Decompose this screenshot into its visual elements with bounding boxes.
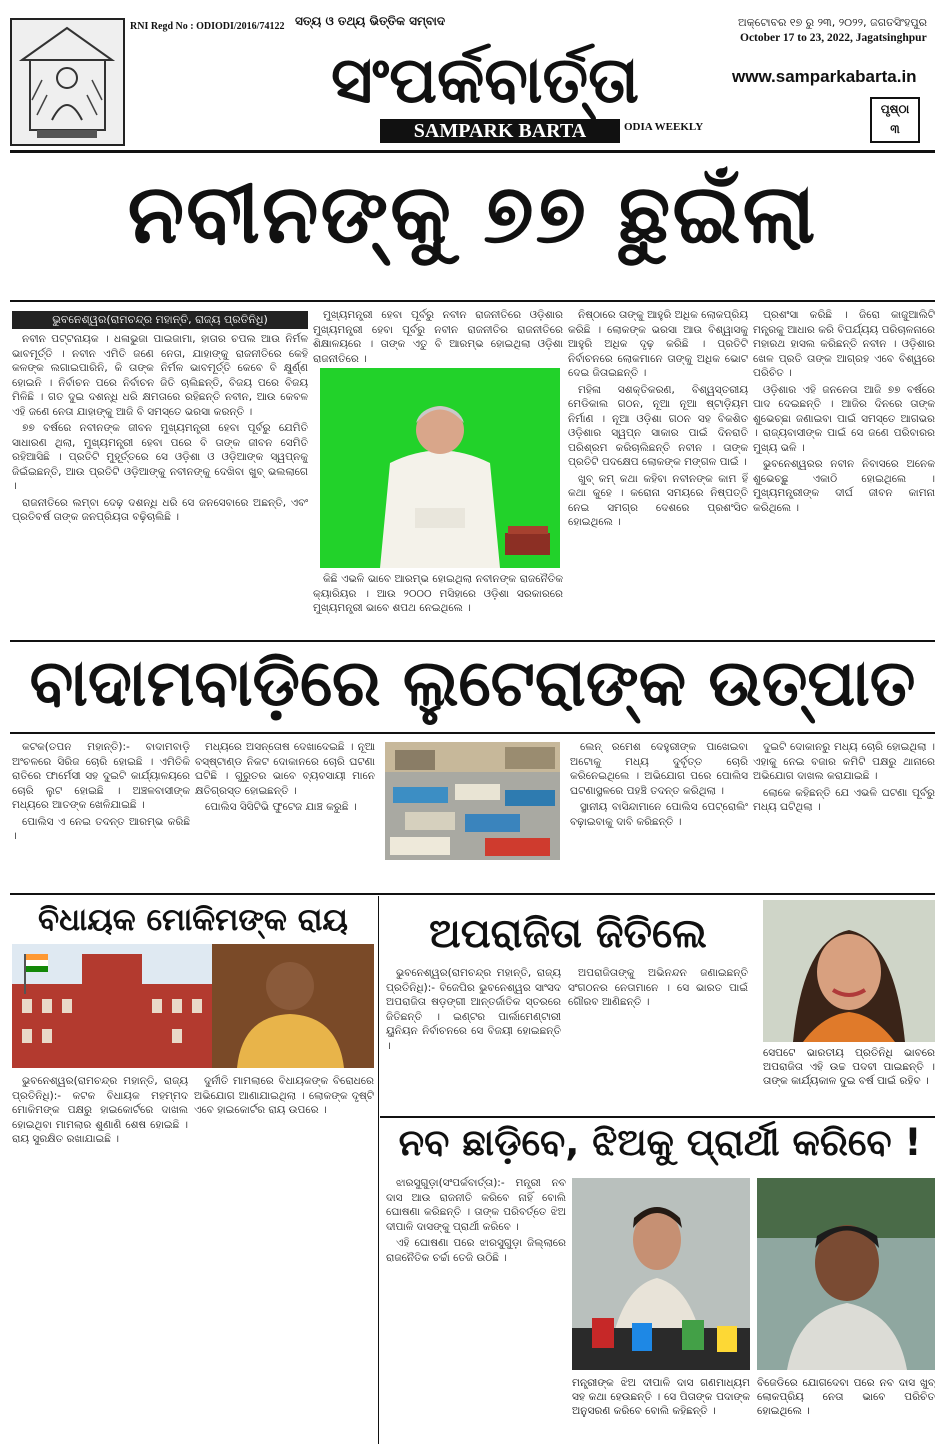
paragraph: କଟକ(ତପନ ମହାନ୍ତି):- ବାଦାମବାଡ଼ି ଅଂଚଳରେ ସିରିଜ ଚୋରି ହୋଇଛି । ଏମିତିକି ରାତିରେ ଫାର୍ମେସୀ ସହ ଦୁଇଟି କାର୍ଯ୍ୟାଳୟରେ ଚୋରି ଲୁଟ ହୋଇଛି । ଅଞ୍ଚଳବାସୀଙ୍କ ମଧ୍ୟରେ ଆତଙ୍କ ଖେଳିଯାଇଛି । xyxy=(12,741,190,811)
newspaper-logo xyxy=(285,30,685,120)
badambadi-column-2 xyxy=(195,740,375,890)
naba-das-caption: ବିଜେଡିରେ ଯୋଗଦେବା ପରେ ନବ ଦାସ ଖୁବ୍ ଲୋକପ୍ରିୟ ନେତା ଭାବେ ପରିଚିତ ହୋଇଥିଲେ । xyxy=(757,1377,935,1417)
paragraph: ନବୀନ ପଟ୍ଟନାୟକ । ଧଳାଭୁଜା ପାଇଜାମା, ହାତାର ଚପଲ ଆଉ ନିର୍ମଳ ଭାବମୂର୍ତ୍ତି । ନବୀନ ଏମିତି ଜଣେ ନେତା, ଯାହାଙ୍କୁ ରାଜନୀତିରେ କେହି କଳଙ୍କ ଲଗାଇପାରିନି, କି ତାଙ୍କ ନିର୍ମଳ ଭାବମୂର୍ତ୍ତି କେବେ ବି କ୍ଷୁର୍ଣ୍ଣ ହୋଇନି । ନିର୍ବାଚନ ପରେ ନିର୍ବାଚନ ଜିତି ଚାଲିଛନ୍ତି, ବିଜୟ ପରେ ବିଜୟ ମିଳିଛି । ଗତ ଦୁଇ ଦଶନ୍ଧି ଧରି କ୍ଷମତାରେ ରହିଛନ୍ତି ନବୀନ, ଆଉ କେବଳ ଏହି ଜଣେ ନେତା ଯାହାଙ୍କୁ ଆଜି ବି ସମସ୍ତେ ଭରସା କରନ୍ତି । xyxy=(12,333,308,418)
lead-column-1 xyxy=(12,332,308,638)
paragraph: ଭୁବନେଶ୍ୱର(ରାମଚନ୍ଦ୍ର ମହାନ୍ତି, ରାଜ୍ୟ ପ୍ରତିନିଧି):- ବିଜେପିର ଭୁବନେଶ୍ୱର ସାଂସଦ ଅପରାଜିତା ଷଡ଼ଙ୍ଗୀ ଆନ୍ତର୍ଜାତିକ ସ୍ତରରେ ଜିତିଛନ୍ତି । ଇଣ୍ଟର ପାର୍ଲାମେଣ୍ଟାରୀ ୟୁନିୟନ ନିର୍ବାଚନରେ ସେ ବିଜୟୀ ହୋଇଛନ୍ତି । xyxy=(386,967,561,1052)
date-odia: ଅକ୍ଟୋବର ୧୭ ରୁ ୨୩, ୨୦୨୨, ଜଗତସିଂହପୁର xyxy=(738,16,927,29)
naba-das-column-1 xyxy=(386,1176,566,1440)
paragraph: ଓଡ଼ିଶାର ଏହି ଜନନେତା ଆଜି ୭୭ ବର୍ଷରେ ପାଦ ଦେଇଛନ୍ତି । ଆଜିର ଦିନରେ ତାଙ୍କ ଶୁଭେଚ୍ଛା ଜଣାଇବା ପାଇଁ ସମସ୍ତେ ଆଗଭର । ରାଜ୍ୟବାସୀଙ୍କ ପାଇଁ ସେ ଜଣେ ପରିବାରର ମୁଖ୍ୟ ଭଳି । xyxy=(753,383,935,454)
mokim-column-2 xyxy=(194,1074,374,1440)
website-url[interactable]: www.samparkabarta.in xyxy=(732,67,917,86)
paragraph: ନିଷ୍ଠାରେ ତାଙ୍କୁ ଆହୁରି ଅଧିକ ଲୋକପ୍ରିୟ କରିଛି । ଲୋକଙ୍କ ଭରସା ଆଉ ବିଶ୍ୱାସକୁ ଆହୁରି ଅଧିକ ଦୃଢ଼ କରିଛି । ପ୍ରତିଟି ନିର୍ବାଚନରେ ଲୋକମାନେ ତାଙ୍କୁ ଅଧିକ ଭୋଟ ଦେଇ ଜିତାଇଛନ୍ତି । xyxy=(568,309,748,379)
paragraph: ଖୁବ୍ କମ୍ କଥା କହିବା ନବୀନଙ୍କ କାମ ହିଁ କଥା କୁହେ । କରୋନା ସମୟରେ ନିଷ୍ପତ୍ତି ନେଇ ସମଗ୍ର ଦେଶରେ ପ୍ରଶଂସିତ ହୋଇଥିଲେ । xyxy=(568,472,748,528)
aparajita-sarangi-photo xyxy=(763,900,935,1042)
paragraph: ଦୁଇଟି ଦୋକାନରୁ ମଧ୍ୟ ଚୋରି ହୋଇଥିଲା । ଏହାକୁ ନେଇ ବଜାର କମିଟି ପକ୍ଷରୁ ଥାନାରେ ଅଭିଯୋଗ ଦାଖଲ କରାଯାଇଛି । xyxy=(753,741,935,782)
section-rule xyxy=(10,893,935,895)
badambadi-column-4 xyxy=(753,740,935,890)
paragraph: ଲୋକେ କହିଛନ୍ତି ଯେ ଏଭଳି ଘଟଣା ପୂର୍ବରୁ ମଧ୍ୟ ଘଟିଥିଲା । xyxy=(753,786,935,813)
paragraph: ସ୍ଥାନୀୟ ବାସିନ୍ଦାମାନେ ପୋଲିସ ପେଟ୍ରୋଲିଂ ବଢ଼ାଇବାକୁ ଦାବି କରିଛନ୍ତି । xyxy=(570,801,748,828)
paragraph: ପ୍ରଶଂସା କରିଛି । ଜିରୋ କାଜୁଆଲିଟି ମନ୍ତ୍ରକୁ ଆଧାର କରି ବିପର୍ଯ୍ୟୟ ପରିଚାଳନାରେ ମହାରଥ ହାସଲ କରିଛନ୍ତି ନବୀନ । ଓଡ଼ିଶାର ଖେଳ ପ୍ରତି ତାଙ୍କ ଆଗ୍ରହ ଏବେ ବିଶ୍ୱରେ ପରିଚିତ । xyxy=(753,309,935,379)
paragraph: କିଛି ଏଭଳି ଭାବେ ଆରମ୍ଭ ହୋଇଥିଲା ନବୀନଙ୍କ ରାଜନୈତିକ କ୍ୟାରିୟର । ଆଉ ୨୦୦୦ ମସିହାରେ ଓଡ଼ିଶା ସରକାରରେ ମୁଖ୍ୟମନ୍ତ୍ରୀ ଭାବେ ଶପଥ ନେଇଥିଲେ । xyxy=(313,573,563,614)
paragraph: ରାଜନୀତିରେ ଲମ୍ବା ଦେଢ଼ ଦଶନ୍ଧି ଧରି ସେ ଜନସେବାରେ ଅଛନ୍ତି, ଏବଂ ପ୍ରତିବର୍ଷ ତାଙ୍କ ଜନପ୍ରିୟତା ବଢ଼ିଚାଲିଛି । xyxy=(12,496,308,523)
badambadi-headline: ବାଦାମବାଡ଼ିରେ ଲୁଟେରାଙ୍କ ଉତ୍ପାତ xyxy=(29,647,916,721)
lead-rule xyxy=(10,300,935,302)
paragraph: ଭୁବନେଶ୍ୱରର ନବୀନ ନିବାସରେ ଅନେକ ଶୁଭେଚ୍ଛୁ ଏକାଠି ହୋଇଥିଲେ । ମୁଖ୍ୟମନ୍ତ୍ରୀଙ୍କ ଦୀର୍ଘ ଜୀବନ କାମନା କରିଥିଲେ । xyxy=(753,458,935,514)
mokim-headline: ବିଧାୟକ ମୋକିମଙ୍କ ରାୟ xyxy=(38,902,348,938)
paragraph: ଭୁବନେଶ୍ୱର(ରାମଚନ୍ଦ୍ର ମହାନ୍ତି, ରାଜ୍ୟ ପ୍ରତିନିଧି):- କଟକ ବିଧାୟକ ମହମ୍ମଦ ମୋକିମଙ୍କ ପକ୍ଷରୁ ହାଇକୋର୍ଟରେ ଦାଖଲ ହୋଇଥିବା ମାମଲାର ଶୁଣାଣି ଶେଷ ହୋଇଛି । ରାୟ ସୁରକ୍ଷିତ ରଖାଯାଇଛି । xyxy=(12,1075,188,1145)
rni-number: RNI Regd No : ODIODI/2016/74122 xyxy=(130,21,285,32)
paragraph: ଲେନ୍ ରମେଶ ଦେହୁରୀଙ୍କ ପାଖେଇବା ଅଟୋକୁ ମଧ୍ୟ ଦୁର୍ବୃତ୍ତ ଚୋରି କରିନେଇଥିଲେ । ଅଭିଯୋଗ ପରେ ପୋଲିସ ଘଟଣାସ୍ଥଳରେ ପହଞ୍ଚି ତଦନ୍ତ କରିଥିଲା । xyxy=(570,741,748,797)
page-number: ୩ xyxy=(890,122,900,136)
aparajita-headline: ଅପରାଜିତା ଜିତିଲେ xyxy=(429,911,707,957)
weekly-label: ODIA WEEKLY xyxy=(624,121,704,133)
badambadi-column-1 xyxy=(12,740,190,890)
aparajita-column-1 xyxy=(386,966,561,1114)
deepali-das-photo xyxy=(572,1178,750,1370)
logo-english: SAMPARK BARTA xyxy=(380,119,620,143)
lead-byline: ଭୁବନେଶ୍ୱର(ରାମଚନ୍ଦ୍ର ମହାନ୍ତି, ରାଜ୍ୟ ପ୍ରତିନିଧି) xyxy=(12,311,308,329)
high-court-and-mla-photo xyxy=(12,944,374,1068)
column-divider xyxy=(378,896,379,1444)
masthead-rule xyxy=(10,150,935,153)
paragraph: ମହିଳା ସଶକ୍ତିକରଣ, ବିଶ୍ୱସ୍ତରୀୟ ମେଡିକାଲ ଗଠନ, ନୂଆ ନୂଆ ଷ୍ଟାଡ଼ିୟମ ନିର୍ମାଣ । ନୂଆ ଓଡ଼ିଶା ଗଠନ ସହ ବିକଶିତ ଓଡ଼ିଶାର ସ୍ୱପ୍ନ ସାକାର ପାଇଁ ଦିନରାତି ପରିଶ୍ରମ କରିଚାଲିଛନ୍ତି ନବୀନ । ତାଙ୍କ ପ୍ରତିଟି ପଦକ୍ଷେପ ଲୋକଙ୍କ ମଙ୍ଗଳ ପାଇଁ । xyxy=(568,383,748,468)
paragraph: ମୁଖ୍ୟମନ୍ତ୍ରୀ ହେବା ପୂର୍ବରୁ ନବୀନ ରାଜନୀତିରେ ଓଡ଼ିଶାର ମୁଖ୍ୟମନ୍ତ୍ରୀ ହେବା ପୂର୍ବରୁ ନବୀନ ରାଜନୀତିର ରାଜନୀତିରେ ଶିକ୍ଷାଳୟରେ । ତାଙ୍କ ଏତୁ ବି ଆରମ୍ଭ ହୋଇଥିଲା ଓଡ଼ିଶା ରାଜନୀତିରେ । xyxy=(313,309,563,365)
date-english: October 17 to 23, 2022, Jagatsinghpur xyxy=(740,32,927,44)
aparajita-caption: ସେପଟେ ଭାରତୀୟ ପ୍ରତିନିଧି ଭାବରେ ଅପରାଜିତା ଏହି ଉଚ୍ଚ ପଦବୀ ପାଇଛନ୍ତି । ତାଙ୍କ କାର୍ଯ୍ୟକାଳ ଦୁଇ ବର୍ଷ ପାଇଁ ରହିବ । xyxy=(763,1047,935,1087)
mokim-column-1 xyxy=(12,1074,188,1440)
page-label: ପୃଷ୍ଠା xyxy=(880,102,910,116)
lead-column-3 xyxy=(568,308,748,638)
paragraph: ଝାରସୁଗୁଡ଼ା(ସଂପର୍କବାର୍ତ୍ତା):- ମନ୍ତ୍ରୀ ନବ ଦାସ ଆଉ ରାଜନୀତି କରିବେ ନାହିଁ ବୋଲି ଘୋଷଣା କରିଛନ୍ତି । ତାଙ୍କ ପରିବର୍ତ୍ତେ ଝିଅ ଦୀପାଳି ଦାସଙ୍କୁ ପ୍ରାର୍ଥୀ କରିବେ । xyxy=(386,1177,566,1233)
paragraph: ପୋଲିସ ଏ ନେଇ ତଦନ୍ତ ଆରମ୍ଭ କରିଛି । xyxy=(12,815,190,842)
paragraph: ୭୭ ବର୍ଷରେ ନବୀନଙ୍କ ଜୀବନ ମୁଖ୍ୟମନ୍ତ୍ରୀ ହେବା ପୂର୍ବରୁ ଯେମିତି ସାଧାରଣ ଥିଲା, ମୁଖ୍ୟମନ୍ତ୍ରୀ ହେବା ପରେ ବି ତାଙ୍କ ଜୀବନ ସେମିତି ରହିଆସିଛି । ପ୍ରତିଟି ମୁହୂର୍ତ୍ତରେ ସେ ଓଡ଼ିଶା ଓ ଓଡ଼ିଆଙ୍କ ସ୍ୱପ୍ନକୁ ଜିଇଁଇଛନ୍ତି, ଆଉ ପ୍ରତିଟି ଓଡ଼ିଆଙ୍କୁ ନବୀନଙ୍କୁ ଦେଖିବା ଖୁବ୍ ଭଲଲାଗେ । xyxy=(12,422,308,492)
goddess-emblem xyxy=(10,18,125,146)
bus-stand-photo xyxy=(385,742,560,860)
paragraph: ମଧ୍ୟରେ ଅସନ୍ତୋଷ ଦେଖାଦେଇଛି । ନୂଆ ବସ୍ଷ୍ଟାଣ୍ଡ ନିକଟ ଦୋକାନରେ ଚୋରି ଘଟଣା ଘଟିଛି । ଗୁରୁତର ଭାବେ ବ୍ୟବସାୟୀ ମାନେ କ୍ଷତିଗ୍ରସ୍ତ ହୋଇଛନ୍ତି । xyxy=(195,741,375,797)
aparajita-column-2 xyxy=(568,966,748,1114)
paragraph: ପୋଲିସ ସିସିଟିଭି ଫୁଟେଜ ଯାଞ୍ଚ କରୁଛି । xyxy=(205,801,357,813)
badambadi-column-3 xyxy=(570,740,748,890)
page-number-box xyxy=(870,97,920,143)
paragraph: ଦୁର୍ନୀତି ମାମଲାରେ ବିଧାୟକଙ୍କ ବିରୋଧରେ ଅଭିଯୋଗ ଆଣାଯାଇଥିଲା । ଲୋକଙ୍କ ଦୃଷ୍ଟି ଏବେ ହାଇକୋର୍ଟର ରାୟ ଉପରେ । xyxy=(194,1075,374,1116)
paragraph: ଅପରାଜିତାଙ୍କୁ ଅଭିନନ୍ଦନ ଜଣାଇଛନ୍ତି ସଂଗଠନର ନେତାମାନେ । ସେ ଭାରତ ପାଇଁ ଗୌରବ ଆଣିଛନ୍ତି । xyxy=(568,967,748,1008)
logo-odia-text: ସଂପର୍କବାର୍ତ୍ତା xyxy=(330,44,640,118)
tagline: ସତ୍ୟ ଓ ତଥ୍ୟ ଭିତ୍ତିକ ସମ୍ବାଦ xyxy=(295,14,446,28)
naveen-patnaik-photo xyxy=(320,368,560,568)
naba-das-headline: ନବ ଛାଡ଼ିବେ, ଝିଅକୁ ପ୍ରାର୍ଥୀ କରିବେ ! xyxy=(398,1121,922,1164)
naba-das-photo xyxy=(757,1178,935,1370)
section-rule xyxy=(10,732,935,734)
lead-headline: ନବୀନଙ୍କୁ ୭୭ ଛୁଇଁଲା xyxy=(127,167,818,262)
deepali-das-caption: ମନ୍ତ୍ରୀଙ୍କ ଝିଅ ଦୀପାଳି ଦାସ ଗଣମାଧ୍ୟମ ସହ କଥା ହେଉଛନ୍ତି । ସେ ପିତାଙ୍କ ପଦାଙ୍କ ଅନୁସରଣ କରିବେ ବୋଲି କହିଛନ୍ତି । xyxy=(572,1377,750,1417)
lead-column-2-top xyxy=(313,308,563,368)
paragraph: ଏହି ଘୋଷଣା ପରେ ଝାରସୁଗୁଡ଼ା ଜିଲ୍ଲାରେ ରାଜନୈତିକ ଚର୍ଚ୍ଚା ତେଜି ଉଠିଛି । xyxy=(386,1237,566,1264)
lead-column-4 xyxy=(753,308,935,638)
lead-column-2-bottom xyxy=(313,572,563,638)
